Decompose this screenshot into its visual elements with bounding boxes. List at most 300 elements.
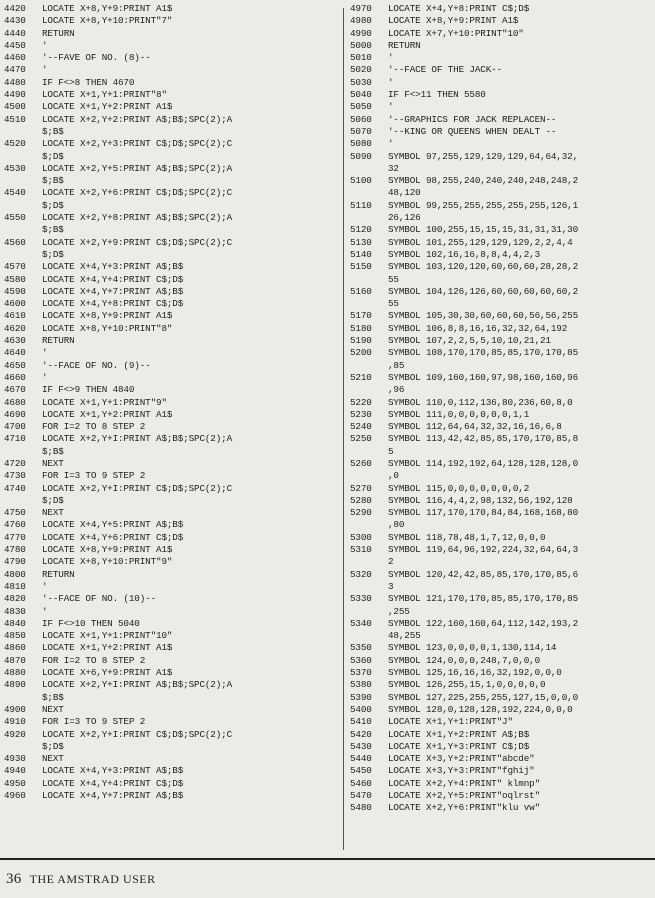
code-line [4, 421, 338, 433]
code-text: SYMBOL 116,4,4,2,98,132,56,192,128 [388, 494, 573, 506]
code-text: LOCATE X+8,Y+10:PRINT"8" [42, 322, 173, 334]
line-number: 4980 [350, 15, 372, 27]
code-line [350, 642, 655, 654]
line-number: 5480 [350, 802, 372, 814]
code-line [350, 187, 655, 199]
line-number: 5200 [350, 347, 372, 359]
line-number [350, 187, 388, 199]
code-line [350, 421, 655, 433]
code-line [4, 778, 338, 790]
code-line [4, 286, 338, 298]
code-line [4, 163, 338, 188]
code-text: ' [42, 371, 48, 383]
code-text: LOCATE X+3,Y+3:PRINT"fghij" [388, 765, 535, 777]
code-text: ' [42, 580, 48, 592]
line-number: 5140 [350, 248, 372, 260]
code-line [4, 212, 338, 237]
code-text: LOCATE X+1,Y+3:PRINT C$;D$ [388, 740, 530, 752]
code-text: '--FACE OF NO. (10)-- [42, 593, 157, 605]
line-number: 4800 [4, 568, 26, 580]
code-text: LOCATE X+1,Y+1:PRINT"10" [42, 630, 173, 642]
code-text: NEXT [42, 703, 64, 715]
code-text: FOR I=3 TO 9 STEP 2 [42, 716, 146, 728]
code-text: FOR I=2 TO 8 STEP 2 [42, 654, 146, 666]
line-number: 4750 [4, 507, 26, 519]
line-number [350, 519, 388, 531]
line-number: 4970 [350, 3, 372, 14]
code-text: SYMBOL 117,170,170,84,84,168,168,80 [388, 507, 579, 519]
line-number: 4590 [4, 285, 26, 297]
code-line [350, 360, 655, 372]
line-number: 5110 [350, 199, 372, 211]
line-number: 4570 [4, 261, 26, 273]
code-text: RETURN [42, 568, 75, 580]
code-line [4, 89, 338, 101]
code-line [350, 446, 655, 458]
code-line [4, 310, 338, 322]
code-text: SYMBOL 123,0,0,0,0,1,130,114,14 [388, 642, 557, 654]
line-number: 5310 [350, 544, 372, 556]
line-number: 4560 [4, 236, 26, 248]
code-text: ' [388, 52, 394, 64]
code-text: ,85 [388, 359, 405, 371]
code-line [4, 532, 338, 544]
code-line [350, 40, 655, 52]
code-line [4, 323, 338, 335]
code-text: RETURN [42, 335, 75, 347]
line-number: 5060 [350, 113, 372, 125]
code-text: SYMBOL 111,0,0,0,0,0,0,1,1 [388, 408, 530, 420]
code-text: SYMBOL 103,120,120,60,60,60,28,28,2 [388, 261, 579, 273]
code-line [350, 655, 655, 667]
line-number: 4720 [4, 457, 26, 469]
line-number: 4810 [4, 580, 26, 592]
code-text: LOCATE X+1,Y+2:PRINT A1$ [42, 408, 173, 420]
code-line [4, 433, 338, 458]
code-line [4, 114, 338, 139]
code-line [350, 347, 655, 359]
line-number: 5460 [350, 777, 372, 789]
line-number: 5010 [350, 52, 372, 64]
line-number [350, 384, 388, 396]
line-number: 5090 [350, 150, 372, 162]
listing-column-right [350, 3, 655, 815]
code-line [350, 89, 655, 101]
code-text: LOCATE X+2,Y+I:PRINT A$;B$;SPC(2);A $;B$ [42, 679, 233, 703]
code-text: SYMBOL 99,255,255,255,255,255,126,1 [388, 199, 579, 211]
line-number: 5360 [350, 654, 372, 666]
code-line [4, 618, 338, 630]
code-text: LOCATE X+1,Y+2:PRINT A$;B$ [388, 728, 530, 740]
code-line [350, 507, 655, 519]
code-line [350, 569, 655, 581]
code-line [4, 729, 338, 754]
code-line [4, 360, 338, 372]
code-line [350, 384, 655, 396]
code-line [350, 741, 655, 753]
page-number: 36 [6, 871, 22, 887]
code-line [350, 310, 655, 322]
code-text: LOCATE X+1,Y+1:PRINT"8" [42, 89, 167, 101]
code-text: NEXT [42, 507, 64, 519]
line-number: 5340 [350, 617, 372, 629]
code-line [350, 618, 655, 630]
code-line [4, 3, 338, 15]
code-text: ,0 [388, 470, 399, 482]
code-line [4, 581, 338, 593]
code-line [4, 372, 338, 384]
line-number: 5240 [350, 421, 372, 433]
line-number: 4760 [4, 519, 26, 531]
code-line [4, 138, 338, 163]
line-number: 5320 [350, 568, 372, 580]
line-number: 4680 [4, 396, 26, 408]
code-text: LOCATE X+2,Y+2:PRINT A$;B$;SPC(2);A $;B$ [42, 113, 233, 137]
code-text: '--FACE OF THE JACK-- [388, 64, 503, 76]
code-text: ' [42, 605, 48, 617]
line-number: 4580 [4, 273, 26, 285]
line-number: 5290 [350, 507, 372, 519]
code-line [350, 409, 655, 421]
line-number: 5260 [350, 457, 372, 469]
page-footer [6, 871, 156, 888]
line-number: 5390 [350, 691, 372, 703]
line-number [350, 470, 388, 482]
code-text: SYMBOL 119,64,96,192,224,32,64,64,3 [388, 544, 579, 556]
code-text: SYMBOL 124,0,0,0,248,7,0,0,0 [388, 654, 541, 666]
line-number: 4510 [4, 113, 26, 125]
line-number: 5040 [350, 89, 372, 101]
code-line [350, 593, 655, 605]
code-text: LOCATE X+4,Y+5:PRINT A$;B$ [42, 519, 184, 531]
line-number: 4710 [4, 433, 26, 445]
code-line [4, 298, 338, 310]
line-number: 5050 [350, 101, 372, 113]
line-number: 4990 [350, 27, 372, 39]
line-number: 4830 [4, 605, 26, 617]
code-text: LOCATE X+8,Y+9:PRINT A1$ [42, 544, 173, 556]
line-number: 5100 [350, 175, 372, 187]
code-text: RETURN [42, 27, 75, 39]
line-number: 4650 [4, 359, 26, 371]
line-number: 4920 [4, 728, 26, 740]
code-line [350, 126, 655, 138]
code-line [350, 163, 655, 175]
code-line [4, 261, 338, 273]
line-number: 4420 [4, 3, 26, 14]
code-text: LOCATE X+4,Y+7:PRINT A$;B$ [42, 790, 184, 801]
code-line [350, 433, 655, 445]
code-text: LOCATE X+2,Y+6:PRINT C$;D$;SPC(2);C $;D$ [42, 187, 233, 211]
code-text: LOCATE X+8,Y+9:PRINT A1$ [42, 3, 173, 14]
code-text: LOCATE X+4,Y+8:PRINT C$;D$ [42, 298, 184, 310]
column-divider [343, 8, 344, 850]
line-number: 4820 [4, 593, 26, 605]
code-text: SYMBOL 122,160,160,64,112,142,193,2 [388, 617, 579, 629]
line-number: 5450 [350, 765, 372, 777]
line-number: 4480 [4, 76, 26, 88]
code-line [350, 532, 655, 544]
line-number: 4890 [4, 679, 26, 691]
code-text: '--FACE OF NO. (9)-- [42, 359, 151, 371]
code-line [350, 298, 655, 310]
line-number [350, 556, 388, 568]
line-number: 5120 [350, 224, 372, 236]
code-text: SYMBOL 105,30,30,60,60,60,56,56,255 [388, 310, 579, 322]
line-number: 4600 [4, 298, 26, 310]
code-text: LOCATE X+2,Y+8:PRINT A$;B$;SPC(2);A $;B$ [42, 212, 233, 236]
code-text: LOCATE X+2,Y+I:PRINT C$;D$;SPC(2);C $;D$ [42, 482, 233, 506]
code-line [350, 753, 655, 765]
line-number: 4660 [4, 371, 26, 383]
code-line [350, 679, 655, 691]
line-number: 4690 [4, 408, 26, 420]
line-number: 5190 [350, 335, 372, 347]
code-line [4, 384, 338, 396]
code-text: ' [388, 138, 394, 150]
code-text: NEXT [42, 457, 64, 469]
code-line [4, 790, 338, 802]
code-text: IF F<>8 THEN 4670 [42, 76, 135, 88]
code-text: SYMBOL 115,0,0,0,0,0,0,0,2 [388, 482, 530, 494]
line-number: 5380 [350, 679, 372, 691]
code-line [350, 802, 655, 814]
code-text: IF F<>9 THEN 4840 [42, 384, 135, 396]
code-text: LOCATE X+8,Y+10:PRINT"9" [42, 556, 173, 568]
line-number: 4610 [4, 310, 26, 322]
code-line [4, 544, 338, 556]
code-line [350, 790, 655, 802]
code-line [350, 212, 655, 224]
code-line [350, 261, 655, 273]
code-line [4, 556, 338, 568]
code-line [350, 495, 655, 507]
code-line [4, 409, 338, 421]
code-line [4, 77, 338, 89]
code-text: LOCATE X+2,Y+4:PRINT" klmnp" [388, 777, 541, 789]
code-line [350, 556, 655, 568]
line-number: 5470 [350, 790, 372, 801]
code-line [350, 729, 655, 741]
footer-rule [0, 858, 655, 860]
code-line [350, 52, 655, 64]
line-number: 5030 [350, 76, 372, 88]
line-number [350, 446, 388, 458]
line-number: 5160 [350, 285, 372, 297]
code-line [350, 397, 655, 409]
code-line [4, 630, 338, 642]
code-text: LOCATE X+1,Y+1:PRINT"J" [388, 716, 513, 728]
code-line [350, 138, 655, 150]
code-line [350, 606, 655, 618]
line-number: 5180 [350, 322, 372, 334]
code-text: LOCATE X+2,Y+9:PRINT C$;D$;SPC(2);C $;D$ [42, 236, 233, 260]
line-number: 5130 [350, 236, 372, 248]
line-number: 4850 [4, 630, 26, 642]
code-text: SYMBOL 101,255,129,129,129,2,2,4,4 [388, 236, 573, 248]
line-number: 5250 [350, 433, 372, 445]
code-text: LOCATE X+4,Y+6:PRINT C$;D$ [42, 531, 184, 543]
code-text: LOCATE X+6,Y+9:PRINT A1$ [42, 667, 173, 679]
line-number: 4870 [4, 654, 26, 666]
code-line [4, 483, 338, 508]
line-number: 4490 [4, 89, 26, 101]
line-number: 4860 [4, 642, 26, 654]
line-number: 5280 [350, 494, 372, 506]
code-line [4, 569, 338, 581]
code-line [350, 458, 655, 470]
code-text: LOCATE X+3,Y+2:PRINT"abcde" [388, 753, 535, 765]
line-number: 5410 [350, 716, 372, 728]
line-number [350, 298, 388, 310]
line-number: 5220 [350, 396, 372, 408]
code-text: ' [42, 64, 48, 76]
code-line [350, 64, 655, 76]
line-number: 5150 [350, 261, 372, 273]
code-text: SYMBOL 100,255,15,15,15,31,31,31,30 [388, 224, 579, 236]
line-number [350, 630, 388, 642]
line-number: 4430 [4, 15, 26, 27]
code-line [4, 101, 338, 113]
code-line [350, 286, 655, 298]
line-number: 5440 [350, 753, 372, 765]
code-line [350, 667, 655, 679]
line-number: 4770 [4, 531, 26, 543]
line-number: 4550 [4, 212, 26, 224]
line-number: 5210 [350, 371, 372, 383]
code-text: SYMBOL 110,0,112,136,80,236,60,8,0 [388, 396, 573, 408]
line-number [350, 360, 388, 372]
line-number: 4700 [4, 421, 26, 433]
line-number: 4930 [4, 753, 26, 765]
line-number: 5350 [350, 642, 372, 654]
code-text: 5 [388, 445, 394, 457]
line-number: 4440 [4, 27, 26, 39]
code-text: 3 [388, 580, 394, 592]
code-text: 26,126 [388, 212, 421, 224]
code-text: IF F<>10 THEN 5040 [42, 617, 140, 629]
code-text: 32 [388, 162, 399, 174]
line-number: 5370 [350, 667, 372, 679]
code-line [4, 655, 338, 667]
code-text: FOR I=3 TO 9 STEP 2 [42, 470, 146, 482]
code-text: LOCATE X+1,Y+2:PRINT A1$ [42, 642, 173, 654]
code-text: ,96 [388, 384, 405, 396]
code-text: NEXT [42, 753, 64, 765]
code-text: 48,120 [388, 187, 421, 199]
line-number: 5420 [350, 728, 372, 740]
code-line [4, 593, 338, 605]
code-text: LOCATE X+2,Y+6:PRINT"klu vw" [388, 802, 541, 814]
code-text: LOCATE X+4,Y+3:PRINT A$;B$ [42, 261, 184, 273]
code-line [350, 519, 655, 531]
code-text: SYMBOL 128,0,128,128,192,224,0,0,0 [388, 703, 573, 715]
line-number: 4950 [4, 777, 26, 789]
code-line [350, 581, 655, 593]
code-line [350, 151, 655, 163]
code-line [350, 237, 655, 249]
code-text: SYMBOL 108,170,170,85,85,170,170,85 [388, 347, 579, 359]
code-line [350, 765, 655, 777]
code-line [350, 483, 655, 495]
code-text: ,80 [388, 519, 405, 531]
code-text: SYMBOL 127,225,255,255,127,15,0,0,0 [388, 691, 579, 703]
code-text: SYMBOL 112,64,64,32,32,16,16,6,8 [388, 421, 562, 433]
code-text: SYMBOL 114,192,192,64,128,128,128,0 [388, 457, 579, 469]
code-line [350, 77, 655, 89]
code-text: LOCATE X+2,Y+5:PRINT A$;B$;SPC(2);A $;B$ [42, 162, 233, 187]
code-text: '--FAVE OF NO. (8)-- [42, 52, 151, 64]
line-number: 4790 [4, 556, 26, 568]
code-line [4, 458, 338, 470]
line-number: 4730 [4, 470, 26, 482]
code-text: SYMBOL 97,255,129,129,129,64,64,32, [388, 150, 579, 162]
line-number: 5270 [350, 482, 372, 494]
code-text: IF F<>11 THEN 5580 [388, 89, 486, 101]
line-number: 5070 [350, 125, 372, 137]
code-line [4, 667, 338, 679]
code-line [350, 630, 655, 642]
code-text: SYMBOL 98,255,240,240,240,248,248,2 [388, 175, 579, 187]
line-number [350, 606, 388, 618]
code-line [350, 274, 655, 286]
code-line [4, 187, 338, 212]
listing-column-left [4, 3, 338, 802]
code-line [350, 323, 655, 335]
line-number: 5430 [350, 740, 372, 752]
line-number: 4520 [4, 138, 26, 150]
code-text: SYMBOL 113,42,42,85,85,170,170,85,8 [388, 433, 579, 445]
code-line [4, 606, 338, 618]
line-number [350, 163, 388, 175]
line-number: 4960 [4, 790, 26, 801]
code-line [4, 28, 338, 40]
line-number: 4910 [4, 716, 26, 728]
code-line [350, 470, 655, 482]
code-line [4, 40, 338, 52]
line-number: 5020 [350, 64, 372, 76]
line-number: 5230 [350, 408, 372, 420]
line-number: 4900 [4, 703, 26, 715]
code-line [350, 704, 655, 716]
line-number: 5170 [350, 310, 372, 322]
code-text: LOCATE X+4,Y+4:PRINT C$;D$ [42, 273, 184, 285]
line-number: 5330 [350, 593, 372, 605]
code-text: SYMBOL 120,42,42,85,85,170,170,85,6 [388, 568, 579, 580]
code-text: SYMBOL 126,255,15,1,0,0,0,0,0 [388, 679, 546, 691]
line-number [350, 581, 388, 593]
line-number: 4540 [4, 187, 26, 199]
code-text: RETURN [388, 39, 421, 51]
code-line [4, 507, 338, 519]
code-line [4, 15, 338, 27]
code-text: LOCATE X+8,Y+10:PRINT"7" [42, 15, 173, 27]
code-text: LOCATE X+1,Y+2:PRINT A1$ [42, 101, 173, 113]
code-text: 2 [388, 556, 394, 568]
code-line [350, 15, 655, 27]
code-text: SYMBOL 109,160,160,97,98,160,160,96 [388, 371, 579, 383]
code-text: ' [388, 76, 394, 88]
code-line [4, 679, 338, 704]
line-number: 4640 [4, 347, 26, 359]
line-number: 5000 [350, 39, 372, 51]
code-text: LOCATE X+4,Y+4:PRINT C$;D$ [42, 777, 184, 789]
line-number: 4630 [4, 335, 26, 347]
line-number: 4840 [4, 617, 26, 629]
code-text: LOCATE X+2,Y+I:PRINT C$;D$;SPC(2);C $;D$ [42, 728, 233, 752]
code-text: SYMBOL 104,126,126,60,60,60,60,60,2 [388, 285, 579, 297]
code-line [4, 519, 338, 531]
